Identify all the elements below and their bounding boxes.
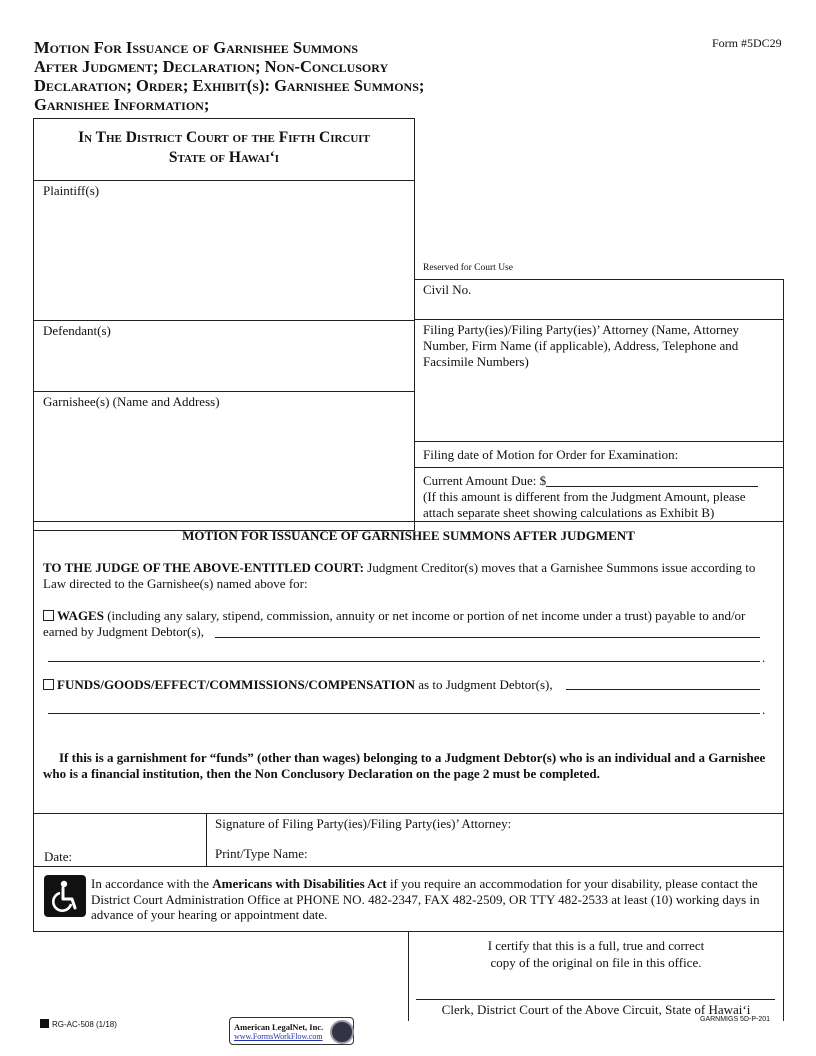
- signature-label: Signature of Filing Party(ies)/Filing Party(ies)’ Attorney:: [215, 816, 512, 831]
- divider: [414, 319, 784, 320]
- notice-paragraph: If this is a garnishment for “funds” (other than wages) belonging to a Judgment Debtor(s) who is an individual and a Garnishee who is a financial institution, then the Non Conclusory Declaration on the page 2 must be completed.: [43, 750, 766, 781]
- globe-icon: [330, 1020, 354, 1044]
- ada-bold: Americans with Disabilities Act: [212, 876, 387, 891]
- funds-line-2[interactable]: [48, 701, 760, 714]
- wages-line-2[interactable]: [48, 649, 760, 662]
- ada-text-before: In accordance with the: [91, 876, 213, 891]
- court-heading: [33, 128, 415, 168]
- form-number: Form #5DC29: [712, 36, 782, 50]
- divider: [206, 813, 207, 866]
- form-code: RG-AC-508 (1/18): [52, 1020, 117, 1029]
- wheelchair-icon: [44, 875, 86, 917]
- wages-text: (including any salary, stipend, commission, annuity or net income or portion of net income under a trust) payable to and/or earned by Judgment Debtor(s),: [43, 608, 746, 639]
- title-line: Garnishee Information;: [34, 95, 210, 114]
- to-judge-text: Judgment Creditor(s) moves that a Garnishee Summons issue according to Law directed to the Garnishee(s) named above for:: [43, 560, 756, 591]
- funds-line-1[interactable]: [566, 677, 760, 690]
- court-line-1: In The District Court of the Fifth Circuit: [78, 129, 370, 146]
- garnishee-label: Garnishee(s) (Name and Address): [43, 394, 220, 409]
- title-line: Declaration; Order; Exhibit(s): Garnishee Summons;: [34, 76, 425, 95]
- brand-name: American LegalNet, Inc.: [234, 1022, 324, 1032]
- ada-text-after: if you require an accommodation for your disability, please contact the District Court Administration Office at PHONE NO. 482-2347, FAX 482-2509, OR TTY 482-2533 at least (10) working days in advance of your hearing or appointment date.: [91, 876, 760, 922]
- divider: [33, 866, 784, 867]
- wages-bold: WAGES: [57, 608, 104, 623]
- plaintiff-field[interactable]: [36, 200, 410, 316]
- accessibility-mini-icon: [40, 1019, 49, 1028]
- funds-checkbox[interactable]: [43, 679, 54, 690]
- defendant-field[interactable]: [36, 340, 410, 388]
- divider: [33, 180, 415, 181]
- divider: [414, 467, 784, 468]
- period: .: [762, 650, 766, 665]
- certify-line-2: copy of the original on file in this office.: [490, 955, 702, 970]
- reserved-label: Reserved for Court Use: [423, 263, 513, 273]
- current-amount-note: (If this amount is different from the Judgment Amount, please attach separate sheet showing calculations as Exhibit B): [423, 489, 746, 520]
- current-amount-row: [423, 473, 758, 489]
- brand-url: www.FormsWorkFlow.com: [234, 1032, 323, 1041]
- certify-line-1: I certify that this is a full, true and correct: [487, 938, 705, 953]
- print-name-field[interactable]: [318, 843, 778, 863]
- wages-checkbox[interactable]: [43, 610, 54, 621]
- civil-no-label: Civil No.: [423, 282, 472, 297]
- to-judge-bold: TO THE JUDGE OF THE ABOVE-ENTITLED COURT:: [43, 560, 365, 575]
- title-line: After Judgment; Declaration; Non-Conclusory: [34, 57, 389, 76]
- to-judge-paragraph: [43, 560, 768, 592]
- garnishee-field[interactable]: [36, 411, 410, 527]
- motion-heading: MOTION FOR ISSUANCE OF GARNISHEE SUMMONS AFTER JUDGMENT: [182, 528, 635, 543]
- form-title: [34, 38, 594, 114]
- funds-text: as to Judgment Debtor(s),: [415, 677, 553, 692]
- divider: [33, 813, 784, 814]
- filing-date-label: Filing date of Motion for Order for Examination:: [423, 447, 679, 462]
- clerk-signature-line[interactable]: [416, 985, 775, 1000]
- brand-logo[interactable]: [229, 1017, 354, 1045]
- right-code: GARNMIGS 5D-P-201: [700, 1016, 771, 1023]
- court-line-2: State of Hawai‘i: [168, 149, 280, 166]
- current-amount-label: Current Amount Due: $: [423, 473, 547, 488]
- signature-field[interactable]: [525, 816, 779, 836]
- filing-party-field[interactable]: [418, 372, 780, 438]
- divider: [33, 391, 415, 392]
- funds-paragraph: [43, 677, 553, 693]
- current-amount-field[interactable]: [546, 474, 758, 487]
- civil-no-field[interactable]: [480, 282, 778, 316]
- funds-bold: FUNDS/GOODS/EFFECT/COMMISSIONS/COMPENSATION: [57, 677, 416, 692]
- divider: [414, 279, 784, 280]
- divider: [414, 441, 784, 442]
- title-line: Motion For Issuance of Garnishee Summons: [34, 38, 359, 57]
- wages-line-1[interactable]: [215, 625, 760, 638]
- period: .: [762, 702, 766, 717]
- plaintiff-label: Plaintiff(s): [43, 183, 100, 198]
- divider: [33, 320, 415, 321]
- date-field[interactable]: [80, 840, 200, 862]
- print-name-label: Print/Type Name:: [215, 846, 308, 861]
- clerk-label: Clerk, District Court of the Above Circuit, State of Hawai‘i: [441, 1002, 751, 1017]
- ada-notice: [91, 876, 783, 923]
- divider: [783, 279, 784, 531]
- filing-party-label: Filing Party(ies)/Filing Party(ies)’ Attorney (Name, Attorney Number, Firm Name (if applicable), Address, Telephone and Facsimile Numbers): [423, 322, 740, 369]
- defendant-label: Defendant(s): [43, 323, 111, 338]
- date-label: Date:: [44, 849, 73, 864]
